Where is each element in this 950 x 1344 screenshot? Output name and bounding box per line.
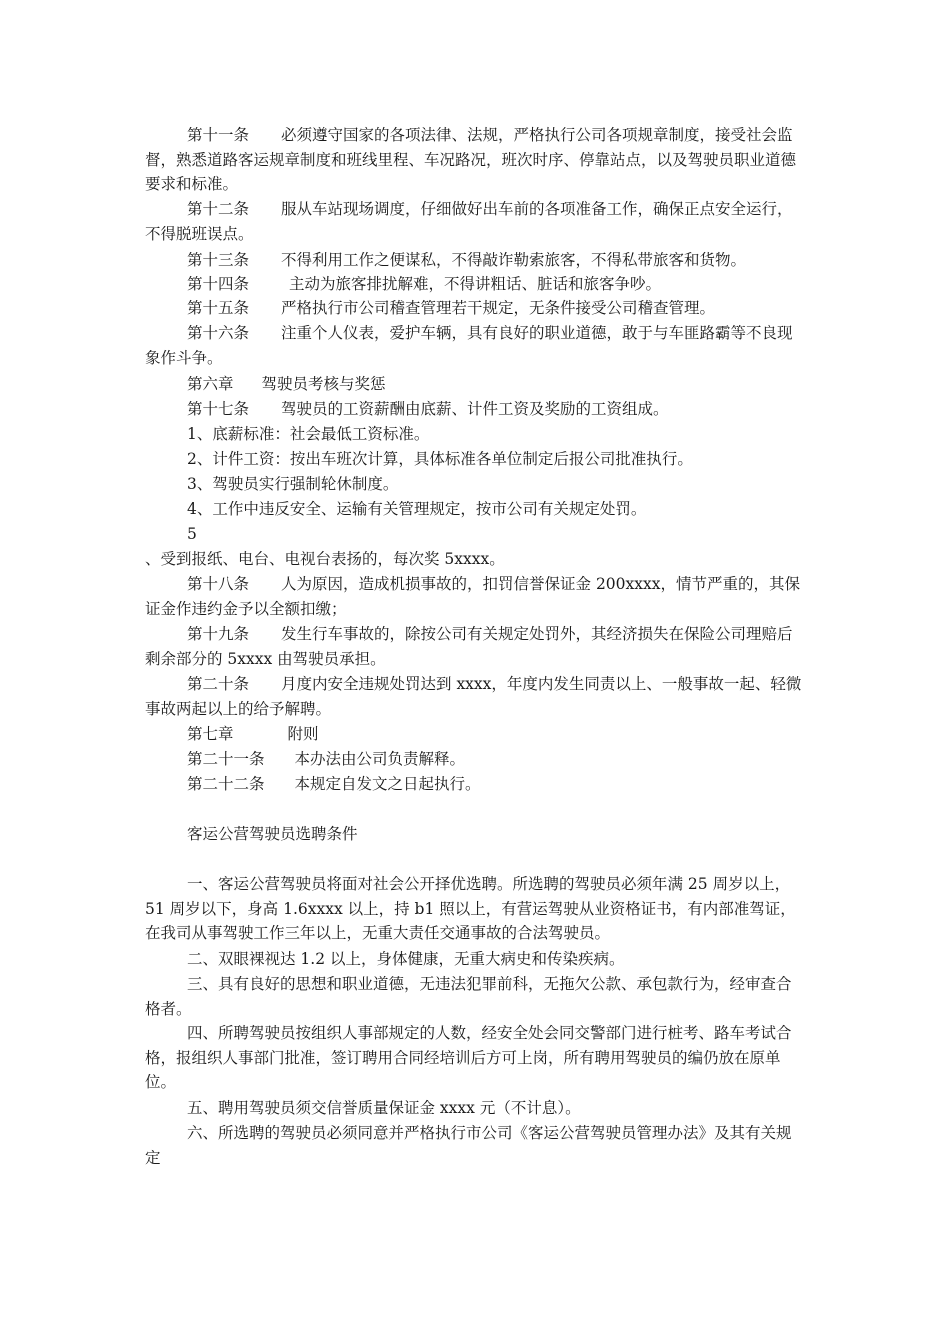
article-text: 驾驶员的工资薪酬由底薪、计件工资及奖励的工资组成。 — [281, 400, 669, 418]
article-label: 第十四条 — [187, 275, 250, 293]
article-17 — [145, 397, 805, 422]
article-text: 本规定自发文之日起执行。 — [294, 775, 481, 793]
condition-1 — [145, 872, 805, 946]
condition-3 — [145, 972, 805, 1021]
list-item-text: 、受到报纸、电台、电视台表扬的，每次奖 5xxxx。 — [145, 550, 505, 568]
condition-text: 二、双眼裸视达 1.2 以上，身体健康，无重大病史和传染疾病。 — [187, 950, 625, 968]
article-label: 第十二条 — [187, 200, 250, 218]
article-14 — [145, 272, 805, 297]
article-text: 必须遵守国家的各项法律、法规，严格执行公司各项规章制度，接受社会监督，熟悉道路客运规章制度和班线里程、车况路况，班次时序、停靠站点，以及驾驶员职业道德要求和标准。 — [145, 126, 797, 193]
list-item-3 — [145, 472, 805, 497]
chapter-7-heading — [145, 722, 805, 747]
condition-text: 五、聘用驾驶员须交信誉质量保证金 xxxx 元（不计息）。 — [187, 1099, 581, 1117]
article-18 — [145, 572, 805, 621]
list-item-2 — [145, 447, 805, 472]
list-item-text: 3、驾驶员实行强制轮休制度。 — [187, 475, 399, 493]
list-item-5-text — [145, 547, 805, 572]
list-item-5-number — [145, 522, 805, 547]
article-label: 第二十一条 — [187, 750, 265, 768]
article-12 — [145, 197, 805, 246]
article-label: 第二十条 — [187, 675, 250, 693]
chapter-title: 驾驶员考核与奖惩 — [261, 375, 386, 393]
article-label: 第十六条 — [187, 324, 250, 342]
list-item-text: 2、计件工资：按出车班次计算，具体标准各单位制定后报公司批准执行。 — [187, 450, 693, 468]
condition-4 — [145, 1021, 805, 1095]
article-21 — [145, 747, 805, 772]
article-text: 服从车站现场调度，仔细做好出车前的各项准备工作，确保正点安全运行，不得脱班误点。 — [145, 200, 793, 243]
article-text: 注重个人仪表，爱护车辆，具有良好的职业道德，敢于与车匪路霸等不良现象作斗争。 — [145, 324, 793, 367]
chapter-6-heading — [145, 372, 805, 397]
article-label: 第十三条 — [187, 251, 250, 269]
condition-6 — [145, 1121, 805, 1170]
article-label: 第十一条 — [187, 126, 250, 144]
condition-text: 一、客运公营驾驶员将面对社会公开择优选聘。所选聘的驾驶员必须年满 25 周岁以上，51 周岁以下，身高 1.6xxxx 以上，持 b1 照以上，有营运驾驶从业资格证书，有内部准驾证，在我司从事驾驶工作三年以上，无重大责任交通事故的合法驾驶员。 — [145, 875, 796, 942]
chapter-label: 第六章 — [187, 375, 234, 393]
condition-text: 四、所聘驾驶员按组织人事部规定的人数，经安全处会同交警部门进行桩考、路车考试合格，报组织人事部门批准，签订聘用合同经培训后方可上岗，所有聘用驾驶员的编仍放在原单位。 — [145, 1024, 792, 1091]
article-label: 第十八条 — [187, 575, 250, 593]
chapter-label: 第七章 — [187, 725, 234, 743]
article-text: 不得利用工作之便谋私，不得敲诈勒索旅客，不得私带旅客和货物。 — [281, 251, 747, 269]
condition-text: 六、所选聘的驾驶员必须同意并严格执行市公司《客运公营驾驶员管理办法》及其有关规定 — [145, 1124, 792, 1167]
article-text: 发生行车事故的，除按公司有关规定处罚外，其经济损失在保险公司理赔后剩余部分的 5xxxx 由驾驶员承担。 — [145, 625, 793, 668]
article-19 — [145, 622, 805, 671]
article-text: 主动为旅客排扰解难，不得讲粗话、脏话和旅客争吵。 — [289, 275, 662, 293]
article-22 — [145, 772, 805, 797]
article-text: 月度内安全违规处罚达到 xxxx，年度内发生同责以上、一般事故一起、轻微事故两起以上的给予解聘。 — [145, 675, 802, 718]
condition-text: 三、具有良好的思想和职业道德，无违法犯罪前科，无拖欠公款、承包款行为，经审查合格者。 — [145, 975, 792, 1018]
condition-2 — [145, 947, 805, 972]
article-16 — [145, 321, 805, 370]
chapter-title: 附则 — [287, 725, 319, 743]
article-label: 第十九条 — [187, 625, 250, 643]
list-item-text: 1、底薪标准：社会最低工资标准。 — [187, 425, 430, 443]
article-label: 第十七条 — [187, 400, 250, 418]
article-20 — [145, 672, 805, 721]
condition-5 — [145, 1096, 805, 1121]
article-15 — [145, 296, 805, 321]
article-label: 第十五条 — [187, 299, 250, 317]
article-text: 严格执行市公司稽查管理若干规定，无条件接受公司稽查管理。 — [281, 299, 716, 317]
article-label: 第二十二条 — [187, 775, 265, 793]
article-text: 人为原因，造成机损事故的，扣罚信誉保证金 200xxxx，情节严重的，其保证金作违约金予以全额扣缴； — [145, 575, 800, 618]
article-11 — [145, 123, 805, 197]
list-item-4 — [145, 497, 805, 522]
article-13 — [145, 248, 805, 273]
list-item-text: 4、工作中违反安全、运输有关管理规定，按市公司有关规定处罚。 — [187, 500, 647, 518]
article-text: 本办法由公司负责解释。 — [294, 750, 466, 768]
list-item-text: 5 — [187, 525, 197, 543]
list-item-1 — [145, 422, 805, 447]
section-title: 客运公营驾驶员选聘条件 — [187, 825, 358, 843]
